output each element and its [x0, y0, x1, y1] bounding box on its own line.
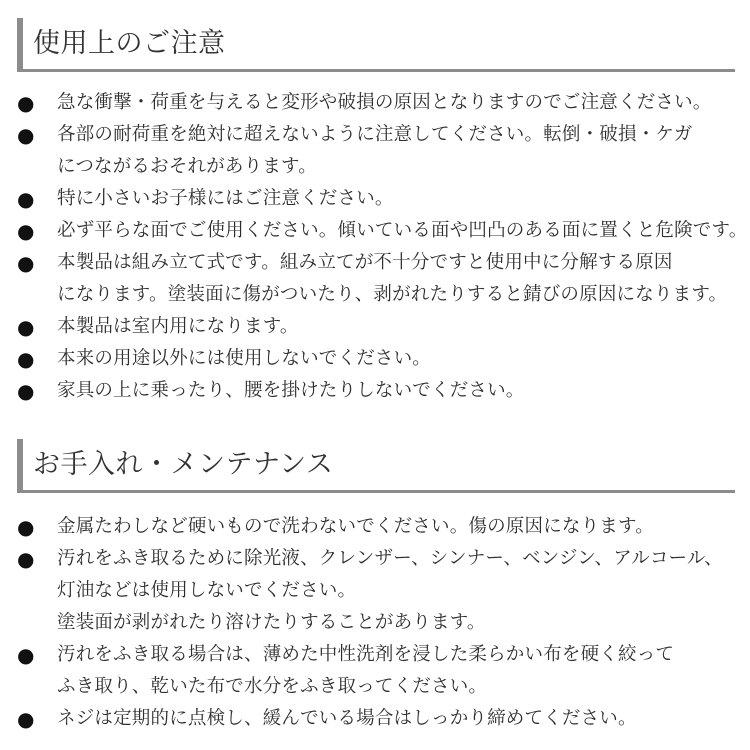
list-item	[17, 543, 747, 639]
list-item	[17, 183, 747, 215]
bullet-icon: ●	[17, 91, 35, 115]
item-text: 汚れをふき取るために除光液、クレンザー、シンナー、ベンジン、アルコール、	[57, 548, 723, 569]
usage-precautions-section	[0, 18, 750, 407]
item-text: 金属たわしなど硬いもので洗わないでください。傷の原因になります。	[57, 516, 654, 537]
item-text: ふき取り、乾いた布で水分をふき取ってください。	[57, 676, 488, 697]
item-text: 特に小さいお子様にはご注意ください。	[57, 188, 394, 209]
item-text: 灯油などは使用しないでください。	[57, 580, 357, 601]
item-text: 本製品は組み立て式です。組み立てが不十分ですと使用中に分解する原因	[57, 252, 673, 273]
item-text: 汚れをふき取る場合は、薄めた中性洗剤を浸した柔らかい布を硬く絞って	[57, 644, 675, 665]
item-text: 本来の用途以外には使用しないでください。	[57, 348, 432, 369]
item-text: 各部の耐荷重を絶対に超えないように注意してください。転倒・破損・ケガ	[57, 124, 693, 145]
list-item	[17, 247, 747, 311]
section-heading	[17, 18, 735, 72]
item-text: ネジは定期的に点検し、緩んでいる場合はしっかり締めてください。	[57, 708, 637, 729]
bullet-icon: ●	[17, 251, 35, 275]
item-text: 塗装面が剥がれたり溶けたりすることがあります。	[57, 612, 486, 633]
section-title: お手入れ・メンテナンス	[33, 449, 334, 480]
bullet-icon: ●	[17, 379, 35, 403]
bullet-icon: ●	[17, 315, 35, 339]
bullet-icon: ●	[17, 547, 35, 571]
bullet-icon: ●	[17, 187, 35, 211]
bullet-icon: ●	[17, 347, 35, 371]
list-item	[17, 639, 747, 703]
bullet-icon: ●	[17, 123, 35, 147]
item-text: 必ず平らな面でご使用ください。傾いている面や凹凸のある面に置くと危険です。	[57, 220, 748, 241]
section-title: 使用上のご注意	[33, 28, 226, 59]
list-item	[17, 375, 747, 407]
list-item	[17, 703, 747, 735]
item-text: 急な衝撃・荷重を与えると変形や破損の原因となりますのでご注意ください。	[57, 92, 712, 113]
list-item	[17, 87, 747, 119]
care-maintenance-section	[0, 439, 750, 735]
section-heading	[17, 439, 735, 493]
list-item	[17, 511, 747, 543]
list-item	[17, 343, 747, 375]
item-text: につながるおそれがあります。	[57, 156, 317, 177]
bullet-icon: ●	[17, 707, 35, 731]
list-item	[17, 119, 747, 183]
precautions-list	[0, 87, 750, 407]
list-item	[17, 215, 747, 247]
item-text: になります。塗装面に傷がついたり、剥がれたりすると錆びの原因になります。	[57, 284, 728, 305]
bullet-icon: ●	[17, 515, 35, 539]
maintenance-list	[0, 511, 750, 735]
item-text: 家具の上に乗ったり、腰を掛けたりしないでください。	[57, 380, 525, 401]
bullet-icon: ●	[17, 643, 35, 667]
bullet-icon: ●	[17, 219, 35, 243]
list-item	[17, 311, 747, 343]
item-text: 本製品は室内用になります。	[57, 316, 299, 337]
